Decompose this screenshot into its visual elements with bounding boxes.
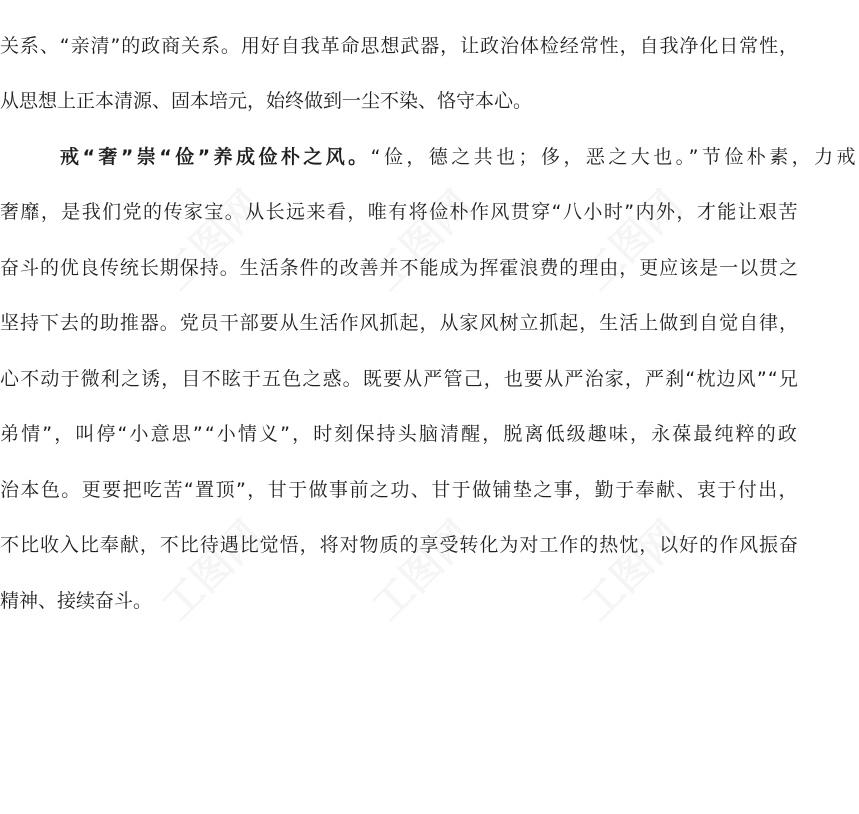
line-text: 奋斗的优良传统长期保持。生活条件的改善并不能成为挥霍浪费的理由，更应该是一以贯之 <box>0 257 799 279</box>
paragraph-line <box>0 420 800 448</box>
line-text: 关系、“亲清”的政商关系。用好自我革命思想武器，让政治体检经常性，自我净化日常性， <box>0 35 799 57</box>
line-text: 弟情”，叫停“小意思”“小情义”，时刻保持头脑清醒，脱离低级趣味，永葆最纯粹的政 <box>0 423 799 445</box>
watermark: 工图网 <box>573 512 692 630</box>
paragraph-line <box>0 143 859 171</box>
watermark: 工图网 <box>153 182 272 300</box>
line-text: 坚持下去的助推器。党员干部要从生活作风抓起，从家风树立抓起，生活上做到自觉自律， <box>0 312 799 334</box>
watermark: 工图网 <box>153 512 272 630</box>
line-text: 治本色。更要把吃苦“置顶”，甘于做事前之功、甘于做铺垫之事，勤于奉献、衷于付出， <box>0 479 799 501</box>
line-text: 精神、接续奋斗。 <box>0 590 153 612</box>
paragraph-line <box>0 531 800 559</box>
paragraph-line <box>0 198 800 226</box>
watermark: 工图网 <box>573 182 692 300</box>
line-text: 奢靡，是我们党的传家宝。从长远来看，唯有将俭朴作风贯穿“八小时”内外，才能让艰苦 <box>0 201 799 223</box>
paragraph-line <box>0 254 800 282</box>
line-text: “俭，德之共也；侈，恶之大也。”节俭朴素，力戒 <box>370 146 859 168</box>
watermark: 工图网 <box>363 512 482 630</box>
paragraph-line <box>0 476 800 504</box>
watermark: 工图网 <box>363 182 482 300</box>
paragraph-line <box>0 32 800 60</box>
paragraph-line <box>0 309 800 337</box>
paragraph-line <box>0 87 800 115</box>
paragraph-line <box>0 365 800 393</box>
line-text: 不比收入比奉献，不比待遇比觉悟，将对物质的享受转化为对工作的热忱，以好的作风振奋 <box>0 534 799 556</box>
line-text: 心不动于微利之诱，目不眩于五色之惑。既要从严管己，也要从严治家，严刹“枕边风”“兄 <box>0 368 799 390</box>
section-heading: 戒“奢”崇“俭”养成俭朴之风。 <box>60 146 371 168</box>
line-text: 从思想上正本清源、固本培元，始终做到一尘不染、恪守本心。 <box>0 90 533 112</box>
paragraph-line <box>0 587 800 615</box>
